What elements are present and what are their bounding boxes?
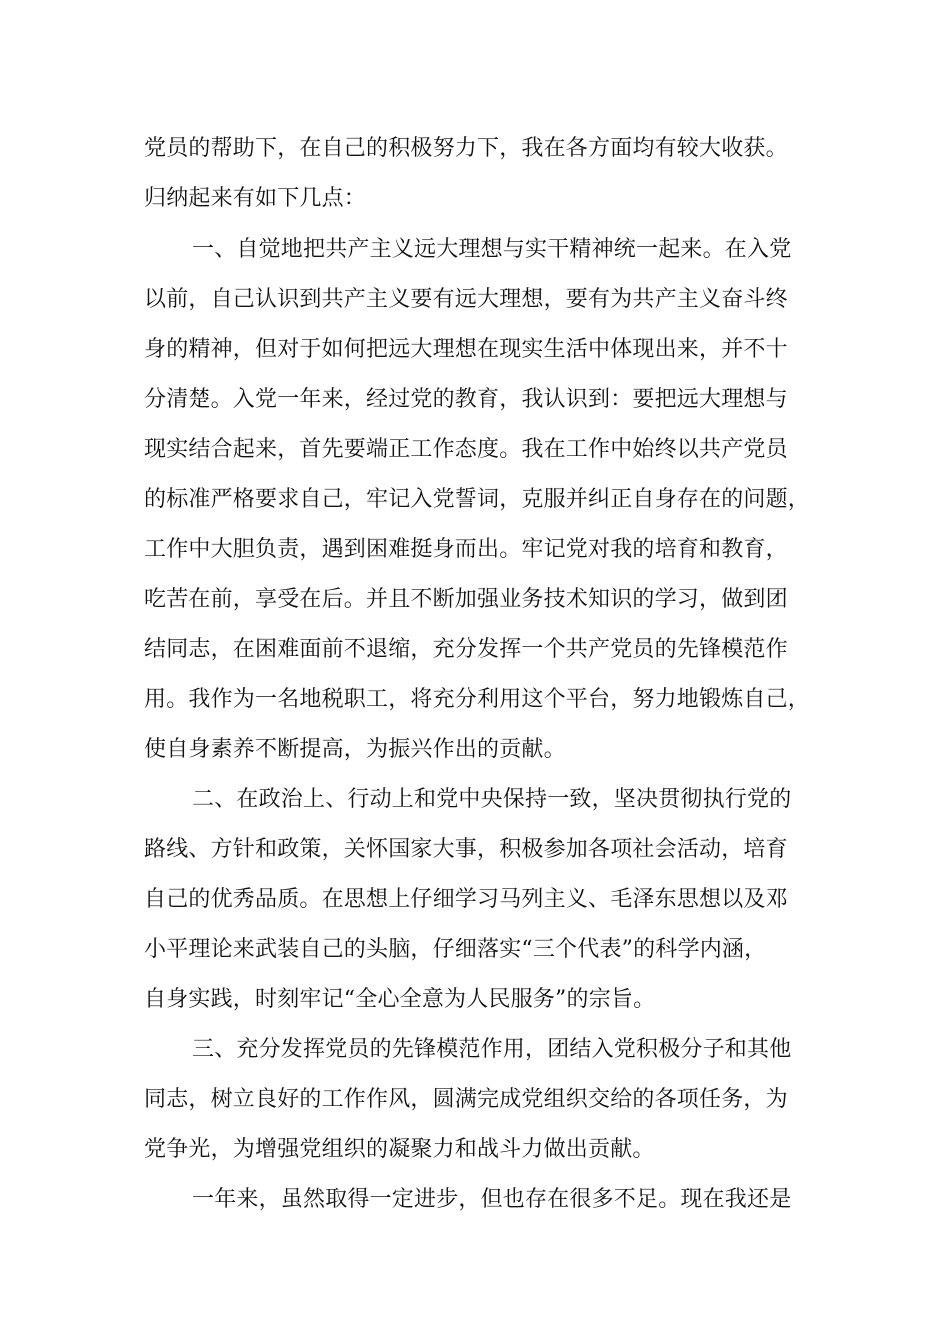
text-line-14: 二、在政治上、行动上和党中央保持一致，坚决贯彻执行党的 [192,787,792,812]
text-line-19: 三、充分发挥党员的先锋模范作用，团结入党积极分子和其他 [192,1037,792,1062]
text-line-2: 归纳起来有如下几点： [144,186,367,211]
text-line-5: 身的精神，但对于如何把远大理想在现实生活中体现出来，并不十 [144,337,788,362]
text-line-20: 同志，树立良好的工作作风，圆满完成党组织交给的各项任务，为 [144,1087,788,1112]
text-line-4: 以前，自己认识到共产主义要有远大理想，要有为共产主义奋斗终 [144,287,788,312]
text-line-7: 现实结合起来，首先要端正工作态度。我在工作中始终以共产党员 [144,437,788,462]
text-line-1: 党员的帮助下，在自己的积极努力下，我在各方面均有较大收获。 [144,136,788,161]
text-line-22: 一年来，虽然取得一定进步，但也存在很多不足。现在我还是 [192,1187,792,1212]
text-line-6: 分清楚。入党一年来，经过党的教育，我认识到：要把远大理想与 [144,387,788,412]
text-line-8: 的标准严格要求自己，牢记入党誓词，克服并纠正自身存在的问题， [144,487,811,512]
text-line-13: 使自身素养不断提高，为振兴作出的贡献。 [144,737,566,762]
text-line-18: 自身实践，时刻牢记“全心全意为人民服务”的宗旨。 [144,987,656,1012]
text-line-3: 一、自觉地把共产主义远大理想与实干精神统一起来。在入党 [192,237,792,262]
text-line-15: 路线、方针和政策，关怀国家大事，积极参加各项社会活动，培育 [144,837,788,862]
text-line-21: 党争光，为增强党组织的凝聚力和战斗力做出贡献。 [144,1137,655,1162]
text-line-12: 用。我作为一名地税职工，将充分利用这个平台，努力地锻炼自己， [144,687,811,712]
text-line-9: 工作中大胆负责，遇到困难挺身而出。牢记党对我的培育和教育， [144,537,788,562]
text-line-16: 自己的优秀品质。在思想上仔细学习马列主义、毛泽东思想以及邓 [144,887,788,912]
text-line-11: 结同志，在困难面前不退缩，充分发挥一个共产党员的先锋模范作 [144,637,788,662]
text-line-17: 小平理论来武装自己的头脑，仔细落实“三个代表”的科学内涵， [144,937,767,962]
text-line-10: 吃苦在前，享受在后。并且不断加强业务技术知识的学习，做到团 [144,587,788,612]
